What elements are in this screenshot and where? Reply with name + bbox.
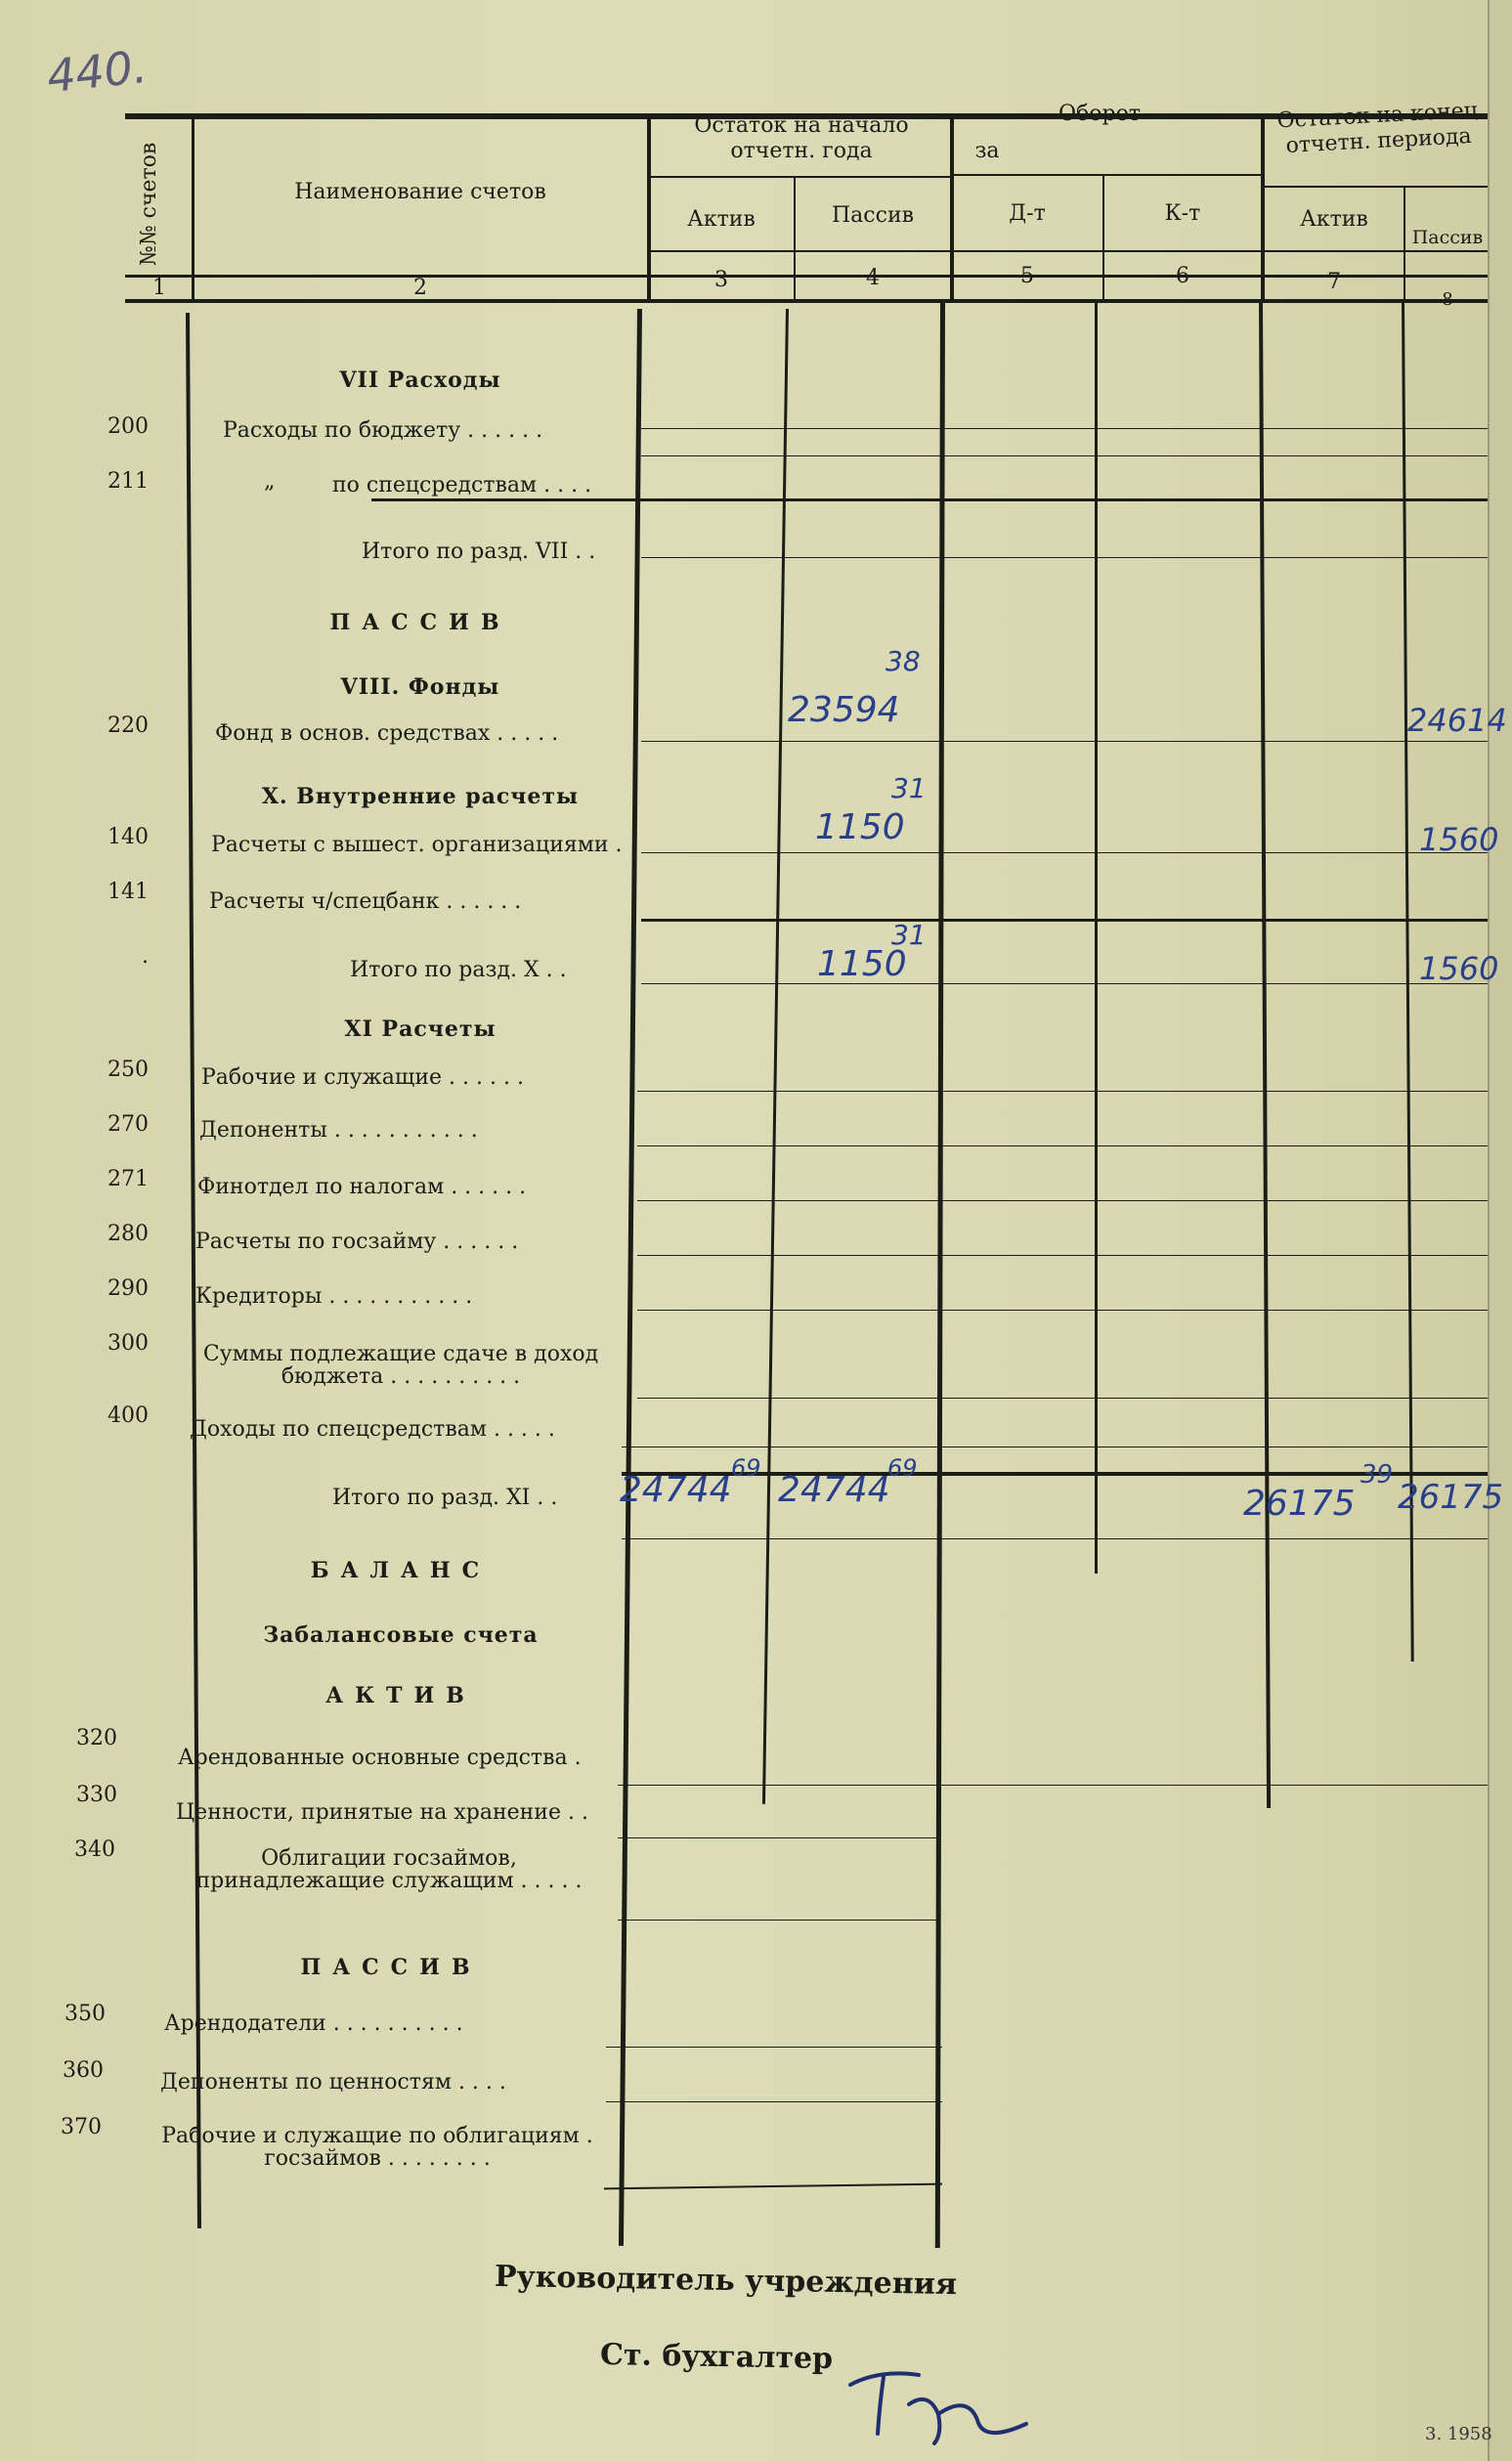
itogo-vii-label: Итого по разд. VII . . xyxy=(362,540,596,564)
r140-passiv-end: 1560 xyxy=(1419,821,1499,858)
itogo-x-passiv-end: 1560 xyxy=(1419,950,1499,987)
line-200 xyxy=(641,428,1488,429)
row-270-num: 270 xyxy=(108,1112,149,1137)
row-280-num: 280 xyxy=(108,1222,149,1246)
row-200-num: 200 xyxy=(108,414,149,439)
row-211-num: 211 xyxy=(108,469,149,494)
aktiv-title: АКТИВ xyxy=(325,1683,476,1708)
footer-print-mark: 3. 1958 xyxy=(1425,2424,1492,2444)
folio-number: 440. xyxy=(44,39,150,104)
v-body-2 xyxy=(762,309,789,1804)
itogo-xi-aktiv-end-kop: 39 xyxy=(1361,1460,1394,1490)
line-141 xyxy=(641,919,1488,922)
debit-header: Д-т xyxy=(1009,201,1046,226)
r220-passiv-end: 24614 xyxy=(1407,702,1507,739)
head-signature-label: Руководитель учреждения xyxy=(494,2259,958,2303)
group-begin-subrule xyxy=(649,176,952,178)
line-290 xyxy=(637,1310,1488,1311)
row-250-label: Рабочие и служащие . . . . . . xyxy=(201,1065,524,1090)
v-body-3 xyxy=(935,303,945,2248)
balance-title: БАЛАНС xyxy=(310,1558,492,1583)
row-141-num: 141 xyxy=(108,880,149,904)
r220-passiv-begin-kop: 38 xyxy=(886,645,921,677)
binding-strip xyxy=(1488,0,1512,2461)
v-header-2 xyxy=(794,178,796,303)
row-400-num: 400 xyxy=(108,1403,149,1428)
row-340-label: Облигации госзаймов, принадлежащие служащим . . . . . xyxy=(195,1846,583,1894)
row-300-label: Суммы подлежащие сдаче в доход бюджета . . . . . . . . . . xyxy=(202,1342,599,1390)
row-330-label: Ценности, принятые на хранение . . xyxy=(176,1800,588,1825)
line-itogo-vii xyxy=(641,557,1488,558)
accountant-signature xyxy=(841,2355,1036,2453)
v-header-6 xyxy=(1404,188,1405,303)
row-271-label: Финотдел по налогам . . . . . . xyxy=(197,1175,527,1199)
section-x-title: X. Внутренние расчеты xyxy=(261,784,580,809)
colnum-8: 8 xyxy=(1442,289,1453,310)
row-290-label: Кредиторы . . . . . . . . . . . xyxy=(195,1284,473,1309)
row-350-label: Арендодатели . . . . . . . . . . xyxy=(164,2011,463,2036)
group-turnover-header: Оборот xyxy=(1058,102,1142,126)
itogo-xi-passiv-begin-kop: 69 xyxy=(887,1454,918,1482)
v-body-4 xyxy=(1095,303,1098,1574)
row-271-num: 271 xyxy=(108,1167,149,1191)
aktiv-passiv-subrule xyxy=(649,250,1488,252)
col-num-header: №№ счетов xyxy=(137,142,161,266)
accountant-signature-label: Ст. бухгалтер xyxy=(599,2337,834,2377)
line-300 xyxy=(637,1398,1488,1399)
line-140 xyxy=(641,852,1488,853)
v-body-0 xyxy=(186,313,201,2228)
line-340 xyxy=(618,1920,940,1921)
v-header-5 xyxy=(1261,113,1265,303)
line-270 xyxy=(637,1145,1488,1146)
v-header-4 xyxy=(1102,176,1104,303)
col-name-header: Наименование счетов xyxy=(294,180,546,204)
line-350 xyxy=(606,2047,942,2048)
row-300-num: 300 xyxy=(108,1331,149,1356)
row-320-num: 320 xyxy=(76,1726,117,1750)
itogo-xi-passiv-begin: 24744 xyxy=(778,1470,890,1510)
line-280 xyxy=(637,1255,1488,1256)
row-250-num: 250 xyxy=(108,1058,149,1082)
row-340-num: 340 xyxy=(74,1837,115,1862)
passiv-begin-header: Пассив xyxy=(832,203,914,228)
row-140-label: Расчеты с вышест. организациями . xyxy=(211,833,623,857)
line-360 xyxy=(606,2101,942,2102)
credit-header: К-т xyxy=(1164,201,1201,226)
itogo-xi-aktiv-end: 26175 xyxy=(1243,1484,1356,1524)
itogo-xi-aktiv-begin: 24744 xyxy=(620,1470,732,1510)
colnum-6: 6 xyxy=(1176,264,1189,288)
row-211-mark: „ xyxy=(264,469,276,494)
colnum-3: 3 xyxy=(714,268,728,292)
itogo-xi-passiv-end: 26175 xyxy=(1398,1478,1504,1517)
offbalance-title: Забалансовые счета xyxy=(263,1622,539,1648)
passiv2-title: ПАССИВ xyxy=(300,1955,482,1980)
group-turnover-subrule xyxy=(952,174,1263,176)
row-220-label: Фонд в основ. средствах . . . . . xyxy=(215,721,559,746)
line-400 xyxy=(622,1446,1488,1447)
v-body-1 xyxy=(619,309,642,2246)
row-220-num: 220 xyxy=(108,713,149,738)
row-200-label: Расходы по бюджету . . . . . . xyxy=(223,418,543,443)
line-itogo-x xyxy=(641,983,1488,984)
aktiv-begin-header: Актив xyxy=(687,207,756,232)
row-370-label: Рабочие и служащие по облигациям . госзаймов . . . . . . . . xyxy=(161,2124,593,2172)
itogo-x-label: Итого по разд. X . . xyxy=(350,958,567,982)
line-250 xyxy=(637,1091,1488,1092)
itogo-x-mark: . xyxy=(142,944,149,969)
itogo-xi-label: Итого по разд. XI . . xyxy=(332,1486,558,1510)
row-360-num: 360 xyxy=(63,2058,104,2083)
section-viii-title: VIII. Фонды xyxy=(340,674,500,700)
row-350-num: 350 xyxy=(65,2002,106,2026)
row-370-num: 370 xyxy=(61,2115,102,2139)
section-vii-title: VII Расходы xyxy=(339,367,501,393)
itogo-x-passiv-begin: 1150 xyxy=(817,944,907,984)
r140-passiv-begin-kop: 31 xyxy=(891,772,927,804)
line-370 xyxy=(604,2183,942,2190)
row-211-label: по спецсредствам . . . . xyxy=(332,473,592,497)
group-end-subrule xyxy=(1263,186,1488,188)
r140-passiv-begin: 1150 xyxy=(815,807,905,847)
row-280-label: Расчеты по госзайму . . . . . . xyxy=(195,1230,519,1254)
row-141-label: Расчеты ч/спецбанк . . . . . . xyxy=(209,889,522,914)
row-320-label: Арендованные основные средства . xyxy=(178,1746,582,1770)
line-330 xyxy=(618,1837,940,1838)
row-360-label: Депоненты по ценностям . . . . xyxy=(160,2070,506,2094)
v-body-5 xyxy=(1259,303,1271,1808)
section-xi-title: XI Расчеты xyxy=(344,1016,497,1042)
line-220 xyxy=(641,741,1488,742)
line-itogo-xi xyxy=(622,1538,1488,1539)
colnum-4: 4 xyxy=(866,266,880,290)
group-turnover-sub: за xyxy=(974,139,1000,163)
passiv-end-header: Пассив xyxy=(1411,227,1484,248)
group-end-header: Остаток на конец отчетн. периода xyxy=(1276,98,1479,159)
r220-passiv-begin: 23594 xyxy=(788,690,900,730)
line-320 xyxy=(618,1785,1488,1786)
line-211 xyxy=(371,498,1488,501)
itogo-xi-aktiv-begin-kop: 69 xyxy=(731,1454,761,1482)
row-290-num: 290 xyxy=(108,1276,149,1301)
colnum-1: 1 xyxy=(152,276,166,300)
colnum-7: 7 xyxy=(1327,270,1341,294)
colnum-2: 2 xyxy=(413,276,427,300)
row-270-label: Депоненты . . . . . . . . . . . xyxy=(199,1118,478,1143)
colnum-5: 5 xyxy=(1020,264,1034,288)
aktiv-end-header: Актив xyxy=(1300,207,1368,232)
line-271 xyxy=(637,1200,1488,1201)
row-400-label: Доходы по спецсредствам . . . . . xyxy=(190,1417,555,1442)
itogo-x-passiv-begin-kop: 31 xyxy=(891,919,927,951)
passiv-title: ПАССИВ xyxy=(329,610,511,635)
line-200b xyxy=(641,455,1488,456)
row-140-num: 140 xyxy=(108,825,149,849)
v-body-6 xyxy=(1402,303,1414,1662)
group-begin-header: Остаток на начало отчетн. года xyxy=(694,113,909,164)
row-330-num: 330 xyxy=(76,1783,117,1807)
